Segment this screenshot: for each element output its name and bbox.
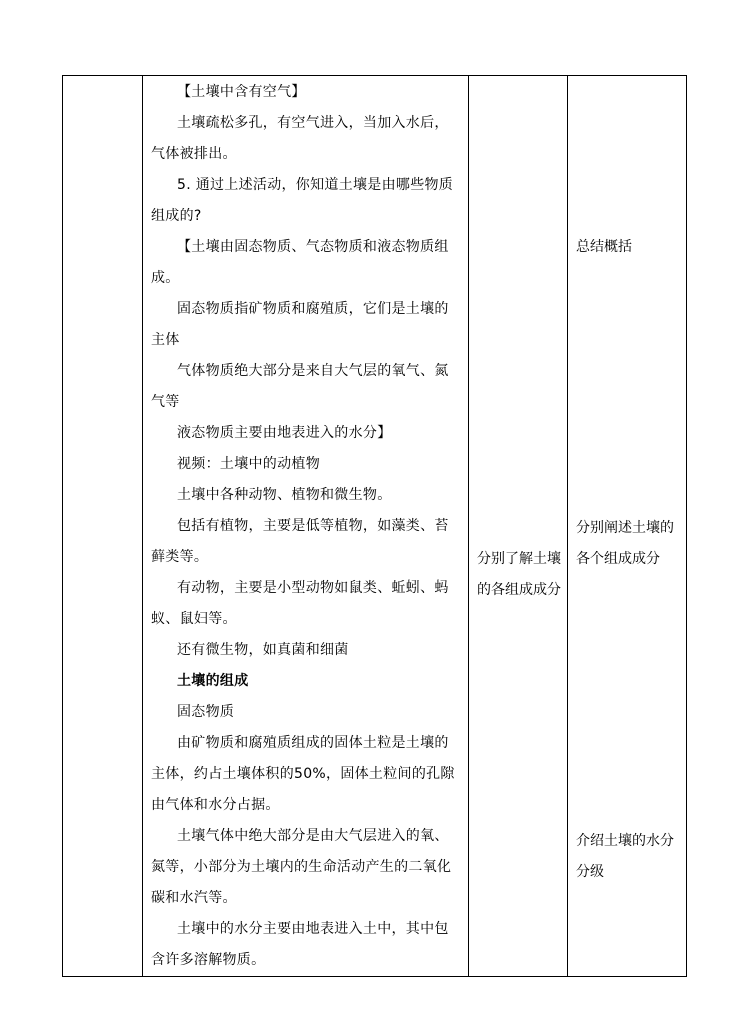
paragraph: 还有微生物，如真菌和细菌	[177, 642, 349, 658]
paragraph: 有动物，主要是小型动物如鼠类、蚯蚓、蚂蚁、鼠妇等。	[151, 580, 449, 627]
paragraph: 固态物质指矿物质和腐殖质，它们是土壤的主体	[151, 301, 449, 348]
design-intent-cell	[568, 76, 687, 977]
design-intent-text: 分别阐述土壤的各个组成成分	[576, 520, 674, 567]
stage-cell	[63, 76, 143, 977]
paragraph: 液态物质主要由地表进入的水分】	[177, 425, 392, 441]
paragraph: 气体物质绝大部分是来自大气层的氧气、氮气等	[151, 363, 449, 410]
paragraph: 【土壤由固态物质、气态物质和液态物质组成。	[151, 239, 449, 286]
paragraph: 视频：土壤中的动植物	[177, 456, 320, 472]
paragraph: 包括有植物，主要是低等植物，如藻类、苔藓类等。	[151, 518, 449, 565]
section-heading: 土壤的组成	[177, 673, 249, 689]
design-intent-text: 总结概括	[576, 239, 632, 255]
table-row	[63, 76, 687, 977]
paragraph: 固态物质	[177, 704, 235, 720]
paragraph: 5. 通过上述活动，你知道土壤是由哪些物质组成的?	[151, 177, 454, 224]
paragraph: 【土壤中含有空气】	[177, 84, 306, 100]
paragraph: 土壤气体中绝大部分是由大气层进入的氧、氮等，小部分为土壤内的生命活动产生的二氧化碳和水汽等。	[151, 828, 452, 906]
paragraph: 由矿物质和腐殖质组成的固体土粒是土壤的主体，约占土壤体积的50%，固体土粒间的孔隙由气体和水分占据。	[151, 735, 455, 813]
student-activity-cell	[469, 76, 568, 977]
paragraph: 土壤中的水分主要由地表进入土中，其中包含许多溶解物质。	[151, 921, 449, 968]
design-intent-text: 介绍土壤的水分分级	[576, 833, 674, 880]
student-activity-text: 分别了解土壤的各组成成分	[477, 551, 561, 598]
lesson-table	[62, 75, 687, 977]
paragraph: 土壤疏松多孔，有空气进入，当加入水后，气体被排出。	[151, 115, 449, 162]
paragraph: 土壤中各种动物、植物和微生物。	[177, 487, 392, 503]
teacher-activity-cell	[143, 76, 469, 977]
